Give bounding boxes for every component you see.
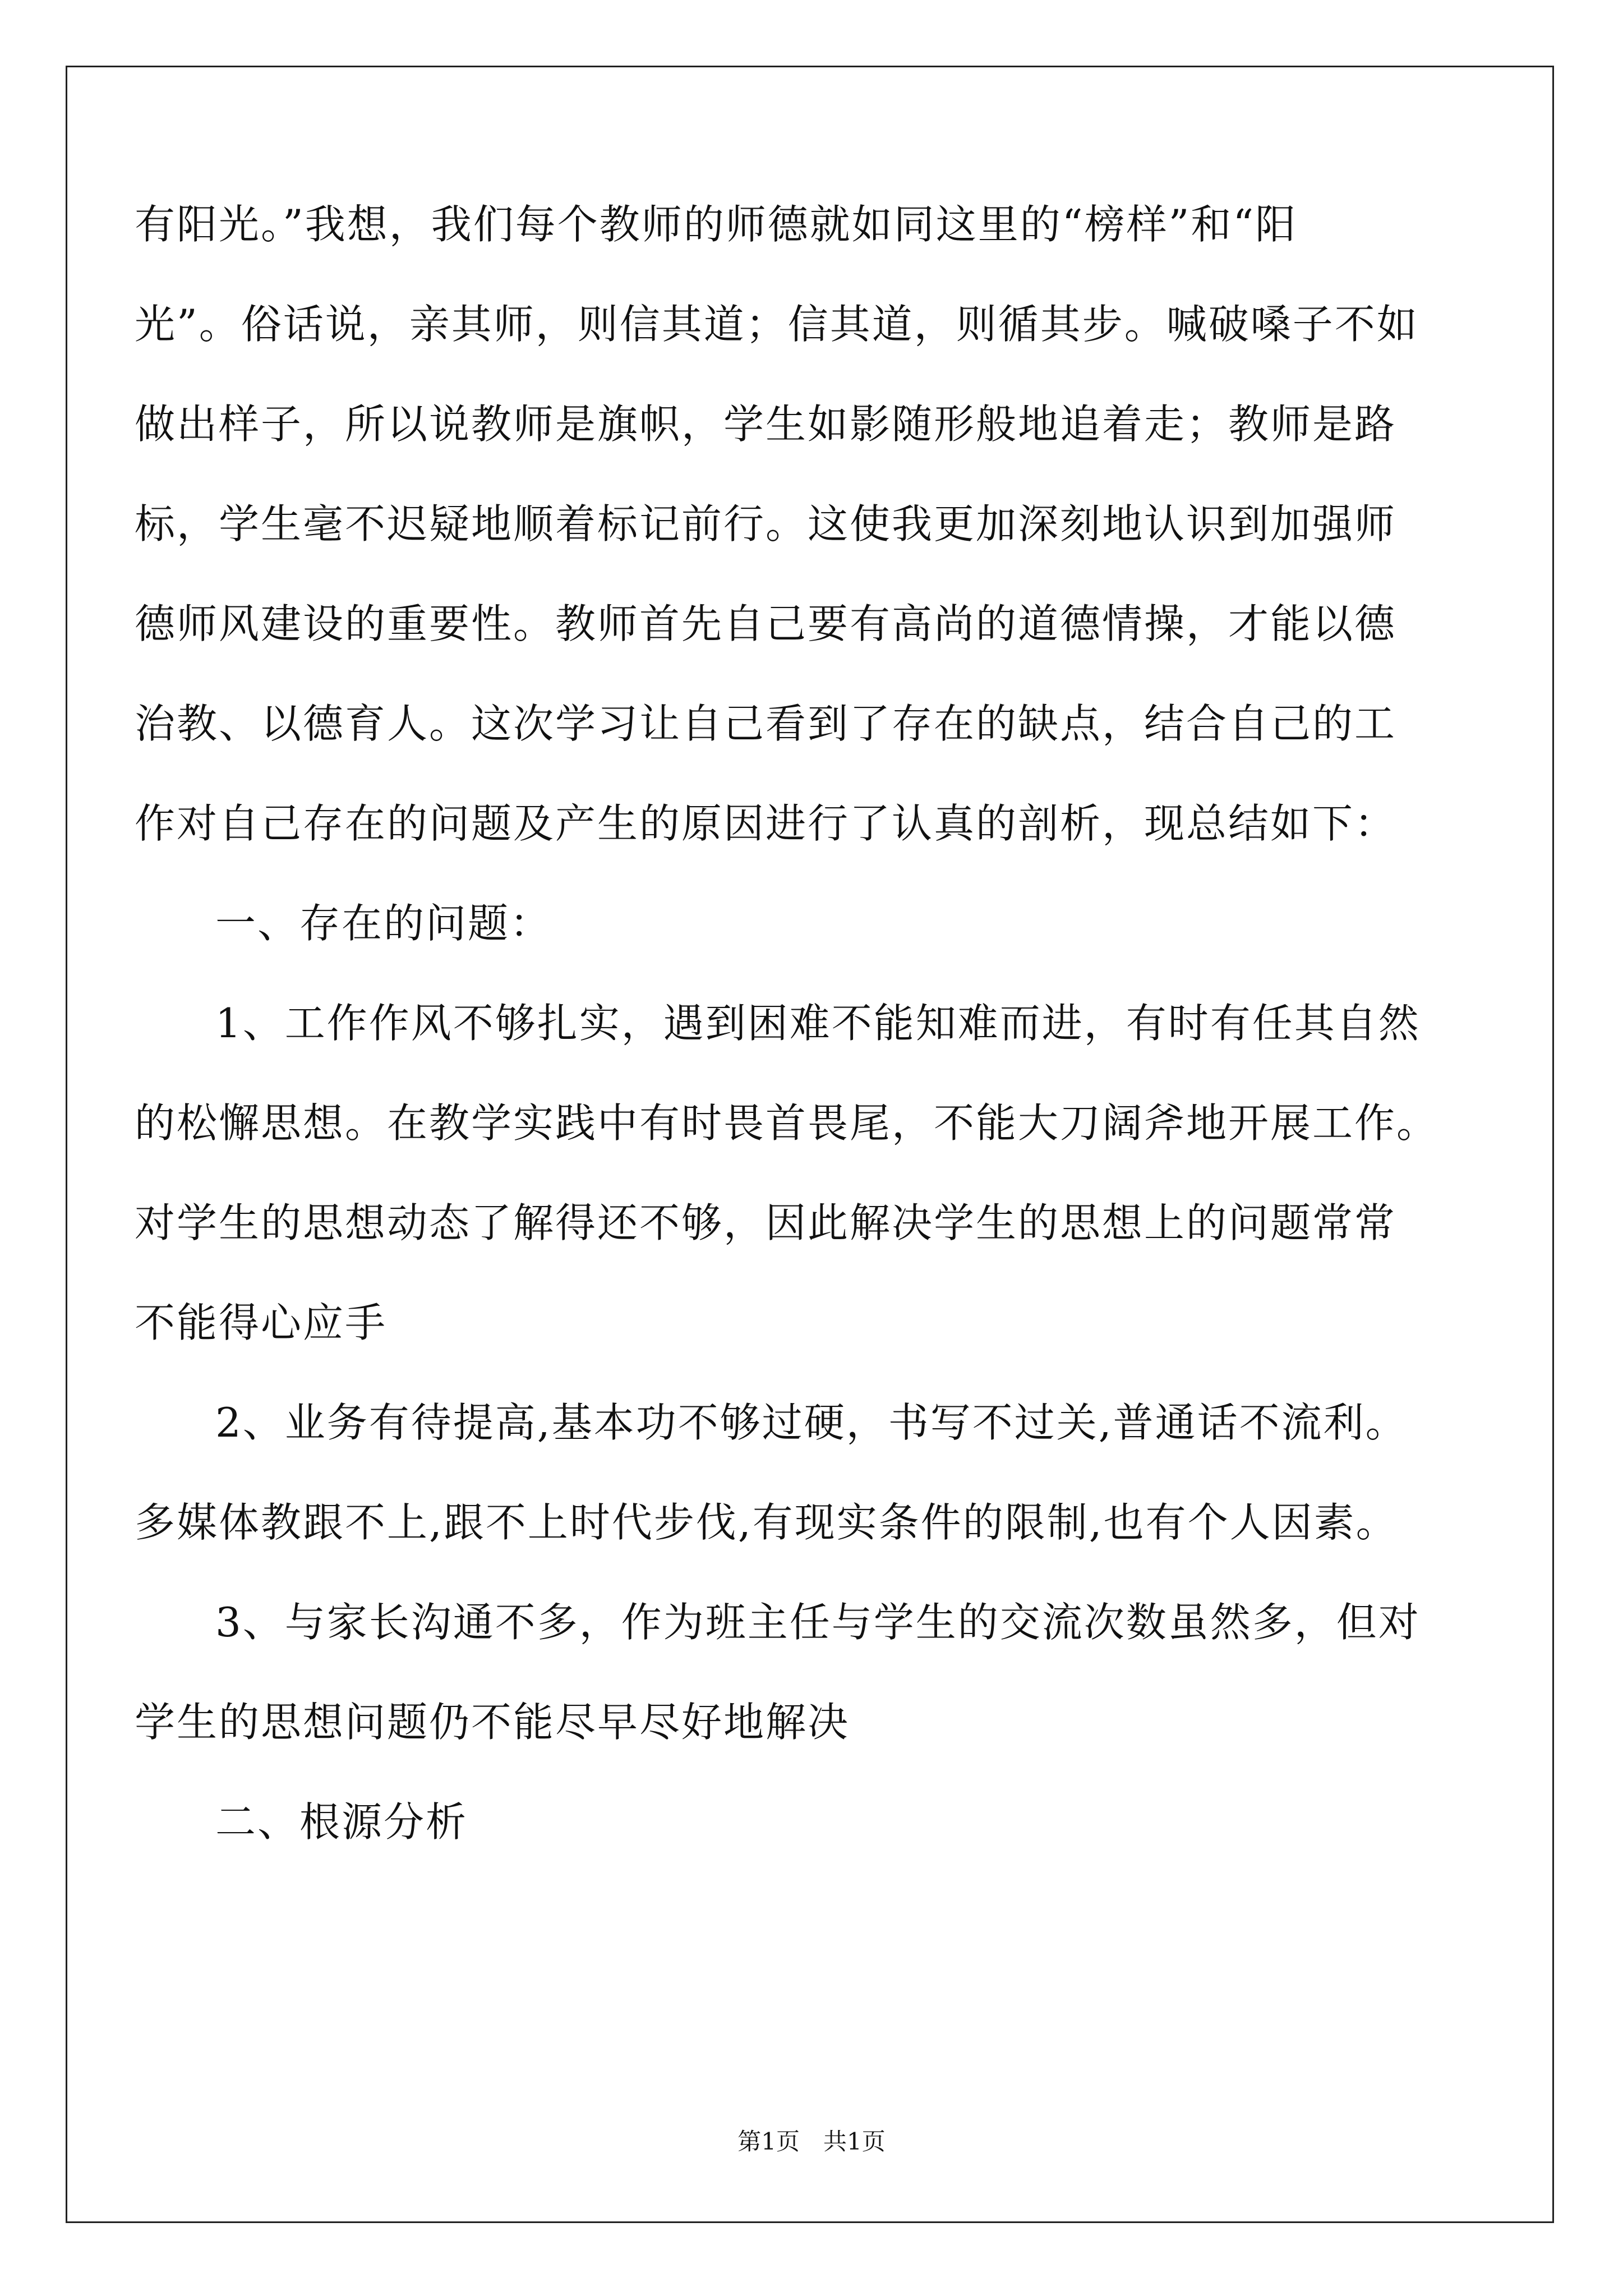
page-number-footer: 第1页 共1页 bbox=[737, 2128, 886, 2155]
paragraph-line: 标，学生毫不迟疑地顺着标记前行。这使我更加深刻地认识到加强师 bbox=[135, 500, 1397, 547]
paragraph-line: 有阳光。”我想，我们每个教师的师德就如同这里的“榜样”和“阳 bbox=[135, 201, 1298, 248]
paragraph-line: 对学生的思想动态了解得还不够，因此解决学生的思想上的问题常常 bbox=[135, 1199, 1397, 1246]
paragraph-line: 1、工作作风不够扎实，遇到困难不能知难而进，有时有任其自然 bbox=[215, 1000, 1421, 1047]
paragraph-line: 不能得心应手 bbox=[135, 1299, 388, 1346]
paragraph-line: 的松懈思想。在教学实践中有时畏首畏尾，不能大刀阔斧地开展工作。 bbox=[135, 1099, 1439, 1147]
paragraph-line: 光”。俗话说，亲其师，则信其道；信其道，则循其步。喊破嗓子不如 bbox=[135, 301, 1419, 348]
paragraph-line: 做出样子，所以说教师是旗帜，学生如影随形般地追着走；教师是路 bbox=[135, 401, 1397, 448]
paragraph-line: 2、业务有待提高,基本功不够过硬，书写不过关,普通话不流利。 bbox=[215, 1399, 1408, 1446]
section-heading: 一、存在的问题： bbox=[215, 900, 552, 947]
paragraph-line: 多媒体教跟不上,跟不上时代步伐,有现实条件的限制,也有个人因素。 bbox=[135, 1499, 1398, 1546]
section-heading: 二、根源分析 bbox=[215, 1798, 468, 1846]
paragraph-line: 作对自己存在的问题及产生的原因进行了认真的剖析，现总结如下： bbox=[135, 800, 1397, 847]
paragraph-line: 德师风建设的重要性。教师首先自己要有高尚的道德情操，才能以德 bbox=[135, 600, 1397, 647]
paragraph-line: 3、与家长沟通不多，作为班主任与学生的交流次数虽然多，但对 bbox=[215, 1599, 1421, 1646]
paragraph-line: 治教、以德育人。这次学习让自己看到了存在的缺点，结合自己的工 bbox=[135, 700, 1397, 747]
paragraph-line: 学生的思想问题仍不能尽早尽好地解决 bbox=[135, 1699, 850, 1746]
